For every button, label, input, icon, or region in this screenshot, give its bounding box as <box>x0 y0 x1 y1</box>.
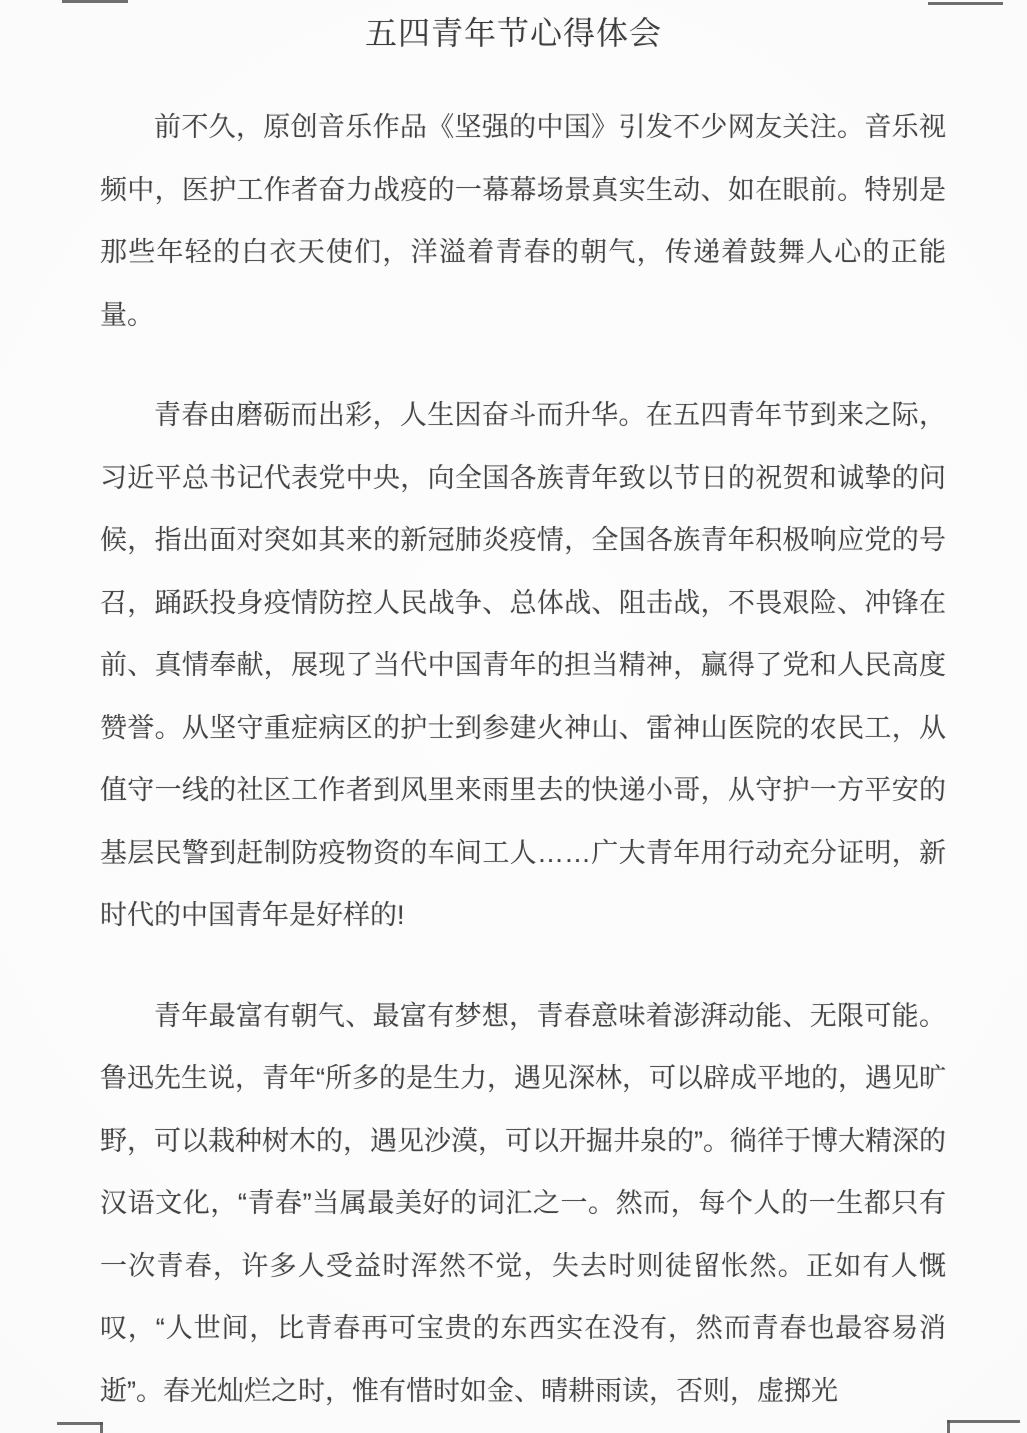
text-boundary-mark-bottom-left <box>100 1422 103 1433</box>
paragraph-2: 青春由磨砺而出彩，人生因奋斗而升华。在五四青年节到来之际，习近平总书记代表党中央，向全国各族青年致以节日的祝贺和诚挚的问候，指出面对突如其来的新冠肺炎疫情，全国各族青年积极响应党的号召，踊跃投身疫情防控人民战争、总体战、阻击战，不畏艰险、冲锋在前、真情奉献，展现了当代中国青年的担当精神，赢得了党和人民高度赞誉。从坚守重症病区的护士到参建火神山、雷神山医院的农民工，从值守一线的社区工作者到风里来雨里去的快递小哥，从守护一方平安的基层民警到赶制防疫物资的车间工人……广大青年用行动充分证明，新时代的中国青年是好样的! <box>100 400 946 930</box>
text-boundary-mark-top-right <box>928 2 1003 5</box>
page-title: 五四青年节心得体会 <box>364 15 662 51</box>
text-boundary-mark-bottom-right <box>947 1420 1020 1423</box>
text-boundary-mark-bottom-left <box>57 1422 103 1425</box>
paragraph-3: 青年最富有朝气、最富有梦想，青春意味着澎湃动能、无限可能。鲁迅先生说，青年“所多的是生力，遇见深林，可以辟成平地的，遇见旷野，可以栽种树木的，遇见沙漠，可以开掘井泉的”。徜徉于博大精深的汉语文化，“青春”当属最美好的词汇之一。然而，每个人的一生都只有一次青春，许多人受益时浑然不觉，失去时则徒留怅然。正如有人慨叹，“人世间，比青春再可宝贵的东西实在没有，然而青春也最容易消逝”。春光灿烂之时，惟有惜时如金、晴耕雨读，否则，虚掷光 <box>100 1000 946 1406</box>
paragraph-1: 前不久，原创音乐作品《坚强的中国》引发不少网友关注。音乐视频中，医护工作者奋力战疫的一幕幕场景真实生动、如在眼前。特别是那些年轻的白衣天使们，洋溢着青春的朝气，传递着鼓舞人心的正能量。 <box>100 112 946 330</box>
text-boundary-mark-top-left <box>62 0 128 3</box>
document-body <box>100 96 946 1433</box>
text-boundary-mark-bottom-right <box>947 1420 950 1433</box>
